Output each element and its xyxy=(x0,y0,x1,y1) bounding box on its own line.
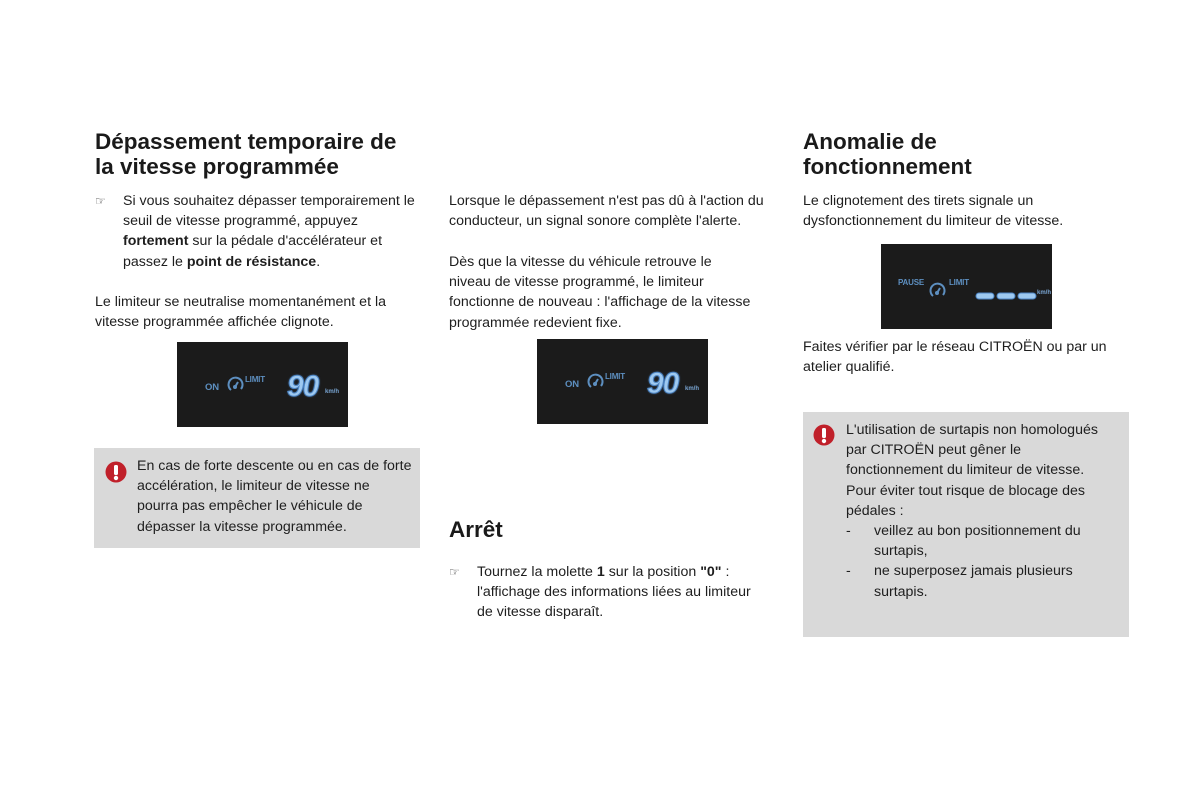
mode-label: LIMIT xyxy=(605,372,625,381)
limiter-icon xyxy=(587,371,607,391)
speed-unit: km/h xyxy=(685,386,700,392)
mode-label: LIMIT xyxy=(245,375,265,384)
speed-value: 90 xyxy=(287,370,319,403)
speed-limiter-display-fixed xyxy=(537,339,708,424)
limiter-icon xyxy=(227,374,247,394)
paragraph-neutralise: Le limiteur se neutralise momentanément et la vitesse programmée affichée clignote. xyxy=(95,294,386,331)
section-heading-depassement: Dépassement temporaire de la vitesse programmée xyxy=(95,129,397,179)
instruction-bullet: ☞ Tournez la molette 1 sur la position "0" : l'affichage des informations liées au limiteur de vitesse disparaît. xyxy=(449,564,751,621)
speed-unit: km/h xyxy=(1037,290,1052,296)
speed-unit: km/h xyxy=(325,389,340,395)
limiter-icon xyxy=(929,280,949,300)
paragraph-verifier: Faites vérifier par le réseau CITROËN ou par un atelier qualifié. xyxy=(803,339,1107,376)
warning-text: En cas de forte descente ou en cas de forte accélération, le limiteur de vitesse ne pourra pas empêcher le véhicule de dépasser la vitesse programmée. xyxy=(137,458,412,535)
paragraph-retour-vitesse: Dès que la vitesse du véhicule retrouve le niveau de vitesse programmé, le limiteur fonctionne de nouveau : l'affichage de la vitesse programmée redevient fixe. xyxy=(449,254,751,331)
dashes-icon xyxy=(975,291,1037,301)
speed-limiter-display-fault xyxy=(881,244,1052,329)
mode-label: LIMIT xyxy=(949,278,969,287)
speed-limiter-display xyxy=(177,342,348,427)
warning-box xyxy=(803,412,1129,637)
warning-text: L'utilisation de surtapis non homologués par CITROËN peut gêner le fonctionnement du limiteur de vitesse. Pour éviter tout risque de blocage des pédales : - veillez au bon positionnement du surtapis, - ne superposez jamais plusieurs surtapis. xyxy=(846,420,1116,602)
paragraph-signal-sonore: Lorsque le dépassement n'est pas dû à l'action du conducteur, un signal sonore complète l'alerte. xyxy=(449,193,764,230)
status-label: ON xyxy=(565,379,579,390)
paragraph-clignotement: Le clignotement des tirets signale un dysfonctionnement du limiteur de vitesse. xyxy=(803,193,1064,230)
section-heading-anomalie: Anomalie de fonctionnement xyxy=(803,129,972,179)
section-heading-arret: Arrêt xyxy=(449,517,503,542)
status-label: PAUSE xyxy=(898,278,924,287)
warning-icon xyxy=(813,424,835,446)
list-item: - ne superposez jamais plusieurs surtapis. xyxy=(846,563,1073,600)
speed-value: 90 xyxy=(647,367,679,400)
warning-icon xyxy=(105,461,127,483)
warning-box xyxy=(94,448,420,548)
pointing-hand-icon: ☞ xyxy=(449,565,460,579)
instruction-bullet: ☞ Si vous souhaitez dépasser temporairement le seuil de vitesse programmé, appuyez fortement sur la pédale d'accélérateur et passez le point de résistance. xyxy=(95,193,415,270)
status-label: ON xyxy=(205,382,219,393)
pointing-hand-icon: ☞ xyxy=(95,194,106,208)
list-item: - veillez au bon positionnement du surtapis, xyxy=(846,523,1081,560)
